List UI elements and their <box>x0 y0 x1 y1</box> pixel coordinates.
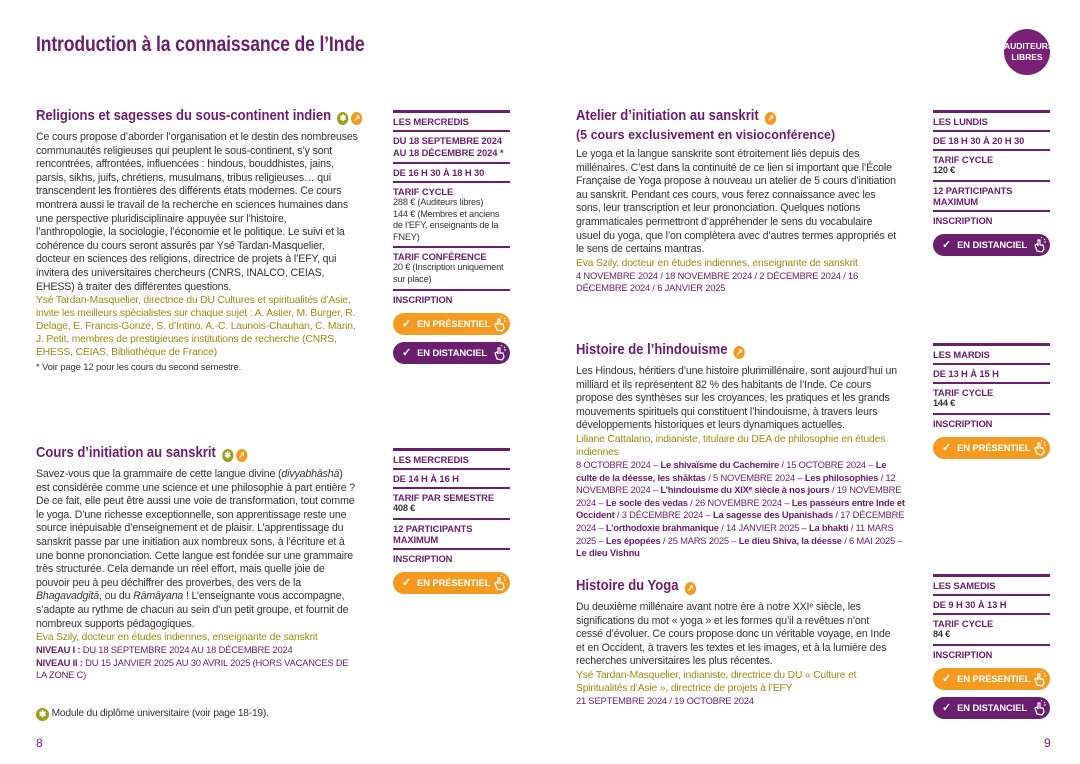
register-presentiel-button[interactable]: ✓ EN PRÉSENTIEL <box>933 668 1050 690</box>
course-sanskrit-info: LES MERCREDIS DE 14 H À 16 H TARIF PAR SEMESTRE 408 € 12 PARTICIPANTS MAXIMUM INSCRIPTION ✓ EN PRÉSENTIEL <box>393 448 510 601</box>
course-religions-info: LES MERCREDIS DU 18 SEPTEMBRE 2024 AU 18 DÉCEMBRE 2024 * DE 16 H 30 À 18 H 30 TARIF CYCLE 288 € (Auditeurs libres) 144 € (Membres et anciens de l’EFY, enseignants de la FNEY) TARIF CONFÉRENCE 20 € (Inscription uniquement sur place) INSCRIPTION ✓ EN PRÉSENTIEL ✓ EN DISTANCIEL <box>393 110 510 371</box>
diploma-footnote: ✱ Module du diplôme universitaire (voir page 18-19). <box>36 708 269 721</box>
pointer-hand-icon <box>492 345 506 361</box>
register-presentiel-button[interactable]: ✓ EN PRÉSENTIEL <box>393 572 510 594</box>
pointer-hand-icon <box>492 316 506 332</box>
course-dates: 4 NOVEMBRE 2024 / 18 NOVEMBRE 2024 / 2 DÉCEMBRE 2024 / 16 DÉCEMBRE 2024 / 6 JANVIER 2025 <box>576 269 858 294</box>
date-topic: Le shivaïsme du Cachemire <box>660 458 779 470</box>
date-topic: Les épopées <box>605 534 661 546</box>
course-teacher: Eva Szily, docteur en études indiennes, enseignante de sanskrit <box>576 257 858 269</box>
register-distanciel-button[interactable]: ✓ EN DISTANCIEL <box>933 234 1050 256</box>
date-text: / 6 MAI 2025 – <box>841 534 903 546</box>
date-topic: Le dieu Shiva, la déesse <box>738 534 842 546</box>
course-description: Savez-vous que la grammaire de cette langue divine (divyabhāshā) est considérée comme une science et une philosophie à part entière ? De ce fait, elle peut être aussi une voie de transformation, tout comme le yoga. D’une richesse exceptionnelle, son apprentissage reste une source inépuisable d’enseignement et de plaisir. L’apprentissage du sanskrit passe par une initiation aux nombreux sons, à l’écriture et à une bonne prononciation. Cette langue est fondée sur une grammaire très structurée. Cela demande un réel effort, mais quelle joie de pouvoir peu à peu déchiffrer des proverbes, des vers de la Bhagavadgītā, ou du Rāmāyana ! L’enseignante vous accompagne, s’adapte au rythme de chacun au sein d’un petit groupe, et fournit de nombreux supports pédagogiques. <box>36 468 355 630</box>
date-topic: L’orthodoxie brahmanique <box>605 521 719 533</box>
pointer-hand-icon <box>1032 671 1046 687</box>
auditeurs-libres-badge: AUDITEURS LIBRES <box>1004 29 1050 75</box>
date-text: / 11 MARS 2025 – <box>576 521 894 546</box>
level-2: NIVEAU II : DU 15 JANVIER 2025 AU 30 AVRIL 2025 (HORS VACANCES DE LA ZONE C) <box>36 656 349 681</box>
link-arrow-icon[interactable]: ↗ <box>685 582 696 595</box>
date-topic: L’hindouisme du XIXᵉ siècle à nos jours <box>660 484 830 496</box>
course-atelier-sanskrit <box>576 107 898 295</box>
date-text: / 3 DÉCEMBRE 2024 – <box>614 509 713 521</box>
course-hindouisme <box>576 341 906 560</box>
course-histoire-yoga <box>576 577 898 708</box>
course-title: Cours d’initiation au sanskrit ✱ ↗ <box>36 444 247 462</box>
diploma-star-icon: ✱ <box>222 449 233 462</box>
date-text: / 12 NOVEMBRE 2024 – <box>576 471 896 496</box>
course-description: Le yoga et la langue sanskrite sont étroitement liés depuis des millénaires. C’est dans la continuité de ce lien si important que l’École Française de Yoga propose à nouveau un atelier de 5 cours d’initiation au sanskrit. Pendant ces cours, vous ferez connaissance avec les sons, leur transcription et leur prononciation. Quelques notions grammaticales permettront d’appréhender le sens du vocabulaire usuel du yoga, que l’on complètera avec d’autres termes appropriés et le sens de certains mantras. <box>576 148 897 256</box>
date-topic: Le culte de la déesse, les shāktas <box>576 458 887 483</box>
course-description: Ce cours propose d’aborder l’organisation et le destin des nombreuses communautés religieuses qui peuplent le sous-continent, s’y sont rencontrées, affrontées, influencées : hindous, bouddhistes, jains, parsis, sikhs, juifs, chrétiens, musulmans, tribus religieuses… qui transcendent les frontières des différents états modernes. Ce cours montrera aussi le travail de la recherche en sciences humaines dans une perspective pluridisciplinaire appuyée sur l’histoire, l’anthropologie, la sociologie, l’économie et le politique. Le suivi et la cohérence du cours seront assurés par Ysé Tardan-Masquelier, docteur en sciences des religions, directrice de projets à l’EFY, qui invitera des universitaires chercheurs (CNRS, INALCO, CEIAS, EHESS) à traiter des différentes questions. <box>36 131 358 293</box>
course-religions <box>36 107 361 374</box>
register-distanciel-button[interactable]: ✓ EN DISTANCIEL <box>933 697 1050 719</box>
pointer-hand-icon <box>1032 237 1046 253</box>
date-topic: Le socle des vedas <box>605 496 688 508</box>
page-number-left: 8 <box>36 736 43 750</box>
date-text: / 17 DÉCEMBRE 2024 – <box>576 509 905 533</box>
date-text: / 25 MARS 2025 – <box>660 534 739 546</box>
date-text: / 15 OCTOBRE 2024 – <box>779 458 876 470</box>
course-title: Histoire de l’hindouisme ↗ <box>576 341 745 359</box>
course-dates <box>576 459 906 560</box>
date-topic: La bhakti <box>808 521 849 533</box>
course-subtitle: (5 cours exclusivement en visioconférence) <box>576 128 836 142</box>
link-arrow-icon[interactable]: ↗ <box>236 449 247 462</box>
register-presentiel-button[interactable]: ✓ EN PRÉSENTIEL <box>393 313 510 335</box>
course-yoga-info: LES SAMEDIS DE 9 H 30 À 13 H TARIF CYCLE 84 € INSCRIPTION ✓ EN PRÉSENTIEL ✓ EN DISTANCIEL <box>933 574 1050 726</box>
course-dates: 21 SEPTEMBRE 2024 / 19 OCTOBRE 2024 <box>576 694 754 706</box>
course-atelier-info: LES LUNDIS DE 18 H 30 À 20 H 30 TARIF CYCLE 120 € 12 PARTICIPANTS MAXIMUM INSCRIPTION ✓ EN DISTANCIEL <box>933 110 1050 263</box>
link-arrow-icon[interactable]: ↗ <box>765 112 776 125</box>
course-title: Histoire du Yoga ↗ <box>576 577 696 595</box>
date-text: / 19 NOVEMBRE 2024 – <box>576 484 902 508</box>
date-text: / 14 JANVIER 2025 – <box>718 521 809 533</box>
course-teacher: Ysé Tardan-Masquelier, indianiste, directrice du DU « Culture et Spiritualités d’Asie », directrice de projets à l’EFY <box>576 669 857 694</box>
date-topic: Les philosophies <box>804 471 879 483</box>
pointer-hand-icon <box>1032 440 1046 456</box>
diploma-star-icon: ✱ <box>36 708 49 721</box>
date-topic: Les passeurs entre Inde et Occident <box>576 496 905 521</box>
date-topic: La sagesse des Upanishads <box>712 509 834 521</box>
page-title: Introduction à la connaissance de l’Inde <box>36 33 365 56</box>
course-sanskrit <box>36 444 358 682</box>
register-presentiel-button[interactable]: ✓ EN PRÉSENTIEL <box>933 437 1050 459</box>
pointer-hand-icon <box>492 575 506 591</box>
course-title: Atelier d’initiation au sanskrit ↗ <box>576 107 776 125</box>
course-title: Religions et sagesses du sous-continent indien ✱ ↗ <box>36 107 363 125</box>
date-text: / 5 NOVEMBRE 2024 – <box>705 471 805 483</box>
pointer-hand-icon <box>1032 700 1046 716</box>
course-teacher: Ysé Tardan-Masquelier, directrice du DU Cultures et spiritualités d’Asie, invite les meilleurs spécialistes sur chaque sujet : A. Astier, M. Burger, R. Delage, E. Francis-Gonze, S. d’Intino, A.-C. Launois-Chauhan, C. Marin, J. Petit, membres de prestigieuses institutions de recherche (CNRS, EHESS, CEIAS, Bibliothèque de France) <box>36 295 356 359</box>
course-hindouisme-info: LES MARDIS DE 13 H À 15 H TARIF CYCLE 144 € INSCRIPTION ✓ EN PRÉSENTIEL <box>933 343 1050 466</box>
level-1: NIVEAU I : DU 18 SEPTEMBRE 2024 AU 18 DÉCEMBRE 2024 <box>36 644 293 656</box>
link-arrow-icon[interactable]: ↗ <box>734 346 745 359</box>
course-teacher: Liliane Cattalano, indianiste, titulaire du DEA de philosophie en études indiennes <box>576 433 886 458</box>
date-text: / 26 NOVEMBRE 2024 – <box>687 496 792 508</box>
course-description: Du deuxième millénaire avant notre ère à notre XXIᵉ siècle, les significations du mot « yoga » et les formes qu’il a revêtues n’ont cessé d’évoluer. Ce cours propose donc un véritable voyage, en Inde et en Occident, à travers les textes et les images, et à la lumière des recherches universitaires les plus récentes. <box>576 601 891 668</box>
date-text: 8 OCTOBRE 2024 – <box>576 458 661 470</box>
page-number-right: 9 <box>1044 736 1051 750</box>
course-teacher: Eva Szily, docteur en études indiennes, enseignante de sanskrit <box>36 632 318 644</box>
course-description: Les Hindous, héritiers d’une histoire plurimillénaire, sont aujourd’hui un milliard et ils représentent 82 % des habitants de l’Inde. Ce cours propose des synthèses sur les croyances, les pratiques et les grands mouvements spirituels qui constituent l’hindouisme, à travers leurs développements historiques et leurs dynamiques actuelles. <box>576 365 898 432</box>
diploma-star-icon: ✱ <box>337 112 348 125</box>
date-topic: Le dieu Vishnu <box>576 547 640 559</box>
footnote: * Voir page 12 pour les cours du second semestre. <box>36 362 242 374</box>
link-arrow-icon[interactable]: ↗ <box>351 112 362 125</box>
register-distanciel-button[interactable]: ✓ EN DISTANCIEL <box>393 342 510 364</box>
